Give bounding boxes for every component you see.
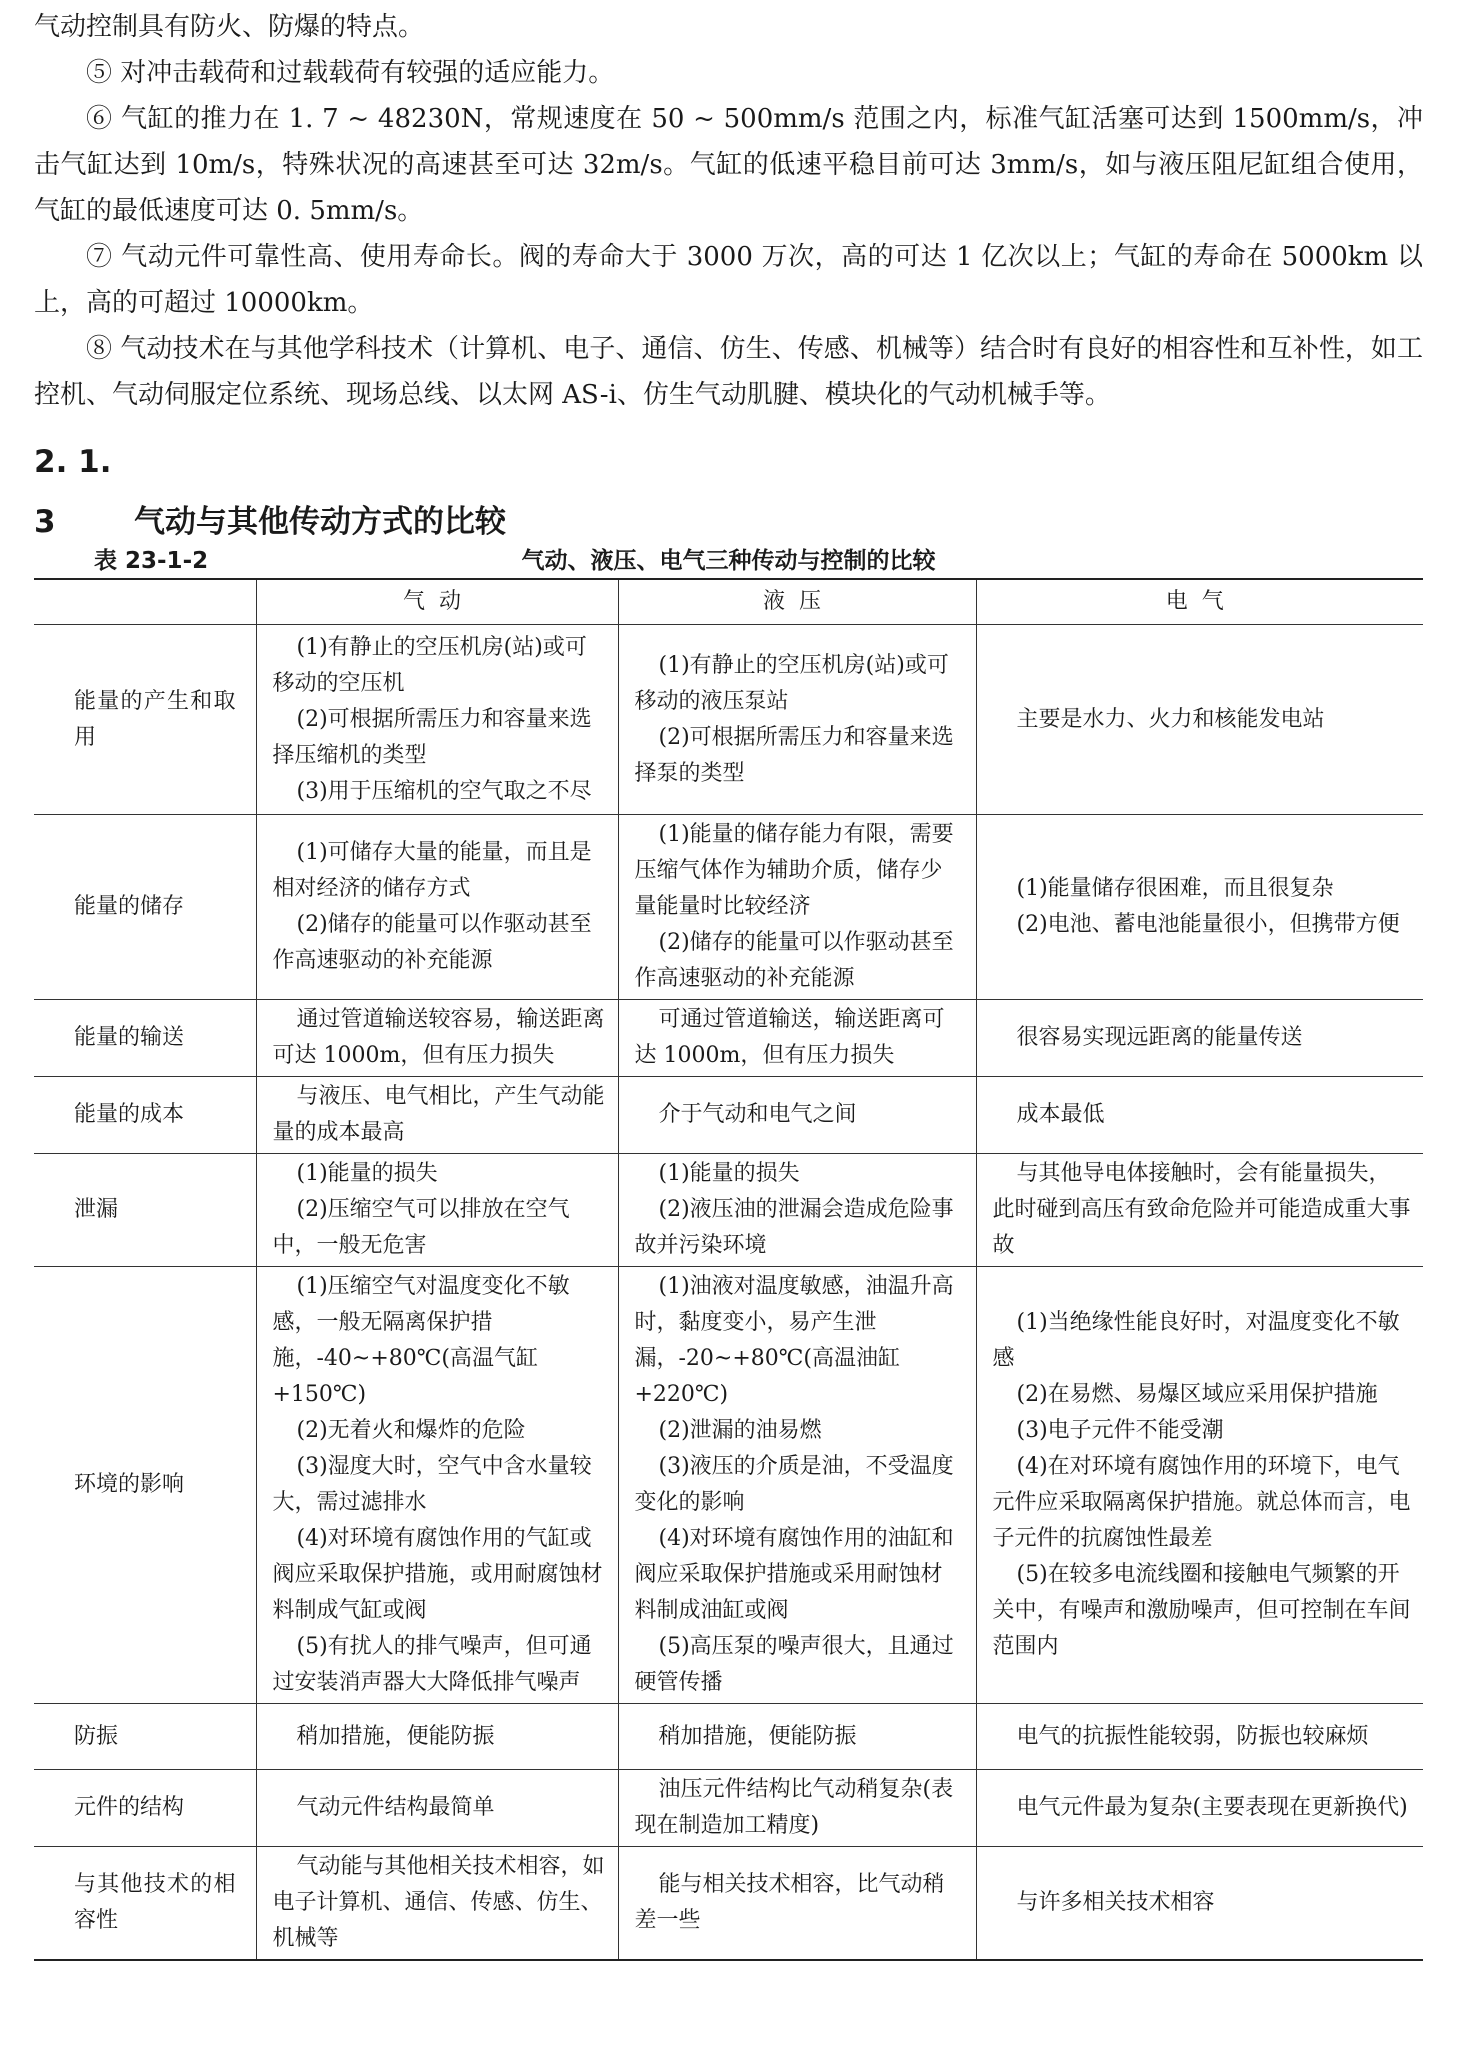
- section-title: 气动与其他传动方式的比较: [134, 504, 506, 540]
- cell-line: (1)能量的储存能力有限，需要压缩气体作为辅助介质，储存少量能量时比较经济: [634, 822, 954, 919]
- row-label: 元件的结构: [34, 1770, 256, 1847]
- cell-line: (1)压缩空气对温度变化不敏感，一般无隔离保护措施，-40~+80℃(高温气缸+150℃): [272, 1274, 570, 1407]
- table-row: [34, 625, 1423, 815]
- cell-line: (2)电池、蓄电池能量很小，但携带方便: [1016, 912, 1400, 937]
- cell-hydraulic: [618, 625, 976, 815]
- cell-electric: [976, 1154, 1423, 1267]
- cell-line: (1)可储存大量的能量，而且是相对经济的储存方式: [272, 840, 592, 901]
- section-heading: [34, 432, 1423, 540]
- cell-electric: [976, 1267, 1423, 1704]
- header-pneumatic: 气动: [256, 579, 618, 625]
- comparison-table: [34, 578, 1423, 1961]
- table-row: [34, 1704, 1423, 1770]
- cell-line: (1)油液对温度敏感，油温升高时，黏度变小，易产生泄漏，-20~+80℃(高温油缸+220℃): [634, 1274, 954, 1407]
- cell-line: 通过管道输送较容易，输送距离可达 1000m，但有压力损失: [272, 1007, 605, 1068]
- cell-hydraulic: [618, 815, 976, 1000]
- row-label: 能量的输送: [34, 1000, 256, 1077]
- cell-line: (2)在易燃、易爆区域应采用保护措施: [1016, 1382, 1378, 1407]
- cell-line: 油压元件结构比气动稍复杂(表现在制造加工精度): [634, 1777, 954, 1838]
- cell-line: (3)用于压缩机的空气取之不尽: [296, 778, 592, 804]
- intro-paragraph: ⑧ 气动技术在与其他学科技术（计算机、电子、通信、仿生、传感、机械等）结合时有良好的相容性和互补性，如工控机、气动伺服定位系统、现场总线、以太网 AS-i、仿生气动肌腱、模块化的气动机械手等。: [34, 334, 1423, 410]
- cell-line: 介于气动和电气之间: [658, 1102, 857, 1127]
- cell-line: (4)对环境有腐蚀作用的气缸或阀应采取保护措施，或用耐腐蚀材料制成气缸或阀: [272, 1526, 603, 1623]
- table-row: [34, 1847, 1423, 1961]
- cell-electric: [976, 1077, 1423, 1154]
- row-label: 环境的影响: [34, 1267, 256, 1704]
- cell-line: (1)有静止的空压机房(站)或可移动的空压机: [272, 634, 587, 696]
- cell-line: (2)无着火和爆炸的危险: [296, 1418, 526, 1443]
- intro-paragraph: ⑤ 对冲击载荷和过载载荷有较强的适应能力。: [86, 58, 615, 88]
- table-body: [34, 625, 1423, 1961]
- cell-line: (5)有扰人的排气噪声，但可通过安装消声器大大降低排气噪声: [272, 1634, 592, 1695]
- table-header-row: [34, 579, 1423, 625]
- cell-line: 能与相关技术相容，比气动稍差一些: [634, 1872, 945, 1933]
- table-title: 气动、液压、电气三种传动与控制的比较: [521, 548, 936, 574]
- cell-pneumatic: [256, 1077, 618, 1154]
- cell-line: 电气的抗振性能较弱，防振也较麻烦: [1016, 1723, 1369, 1749]
- cell-line: (2)储存的能量可以作驱动甚至作高速驱动的补充能源: [634, 930, 954, 991]
- cell-line: (2)储存的能量可以作驱动甚至作高速驱动的补充能源: [272, 912, 592, 973]
- cell-line: (3)液压的介质是油，不受温度变化的影响: [634, 1454, 954, 1515]
- cell-line: (3)电子元件不能受潮: [1016, 1418, 1224, 1443]
- cell-line: (2)可根据所需压力和容量来选择泵的类型: [634, 724, 954, 786]
- cell-electric: [976, 1000, 1423, 1077]
- cell-electric: [976, 625, 1423, 815]
- page: [34, 0, 1423, 1961]
- cell-hydraulic: [618, 1704, 976, 1770]
- intro-paragraph: ⑥ 气缸的推力在 1. 7 ~ 48230N，常规速度在 50 ~ 500mm/s 范围之内，标准气缸活塞可达到 1500mm/s，冲击气缸达到 10m/s，特殊状况的高速甚至可达 32m/s。气缸的低速平稳目前可达 3mm/s，如与液压阻尼缸组合使用，气缸的最低速度可达 0. 5mm/s。: [34, 104, 1423, 226]
- cell-line: 与液压、电气相比，产生气动能量的成本最高: [272, 1084, 605, 1145]
- cell-pneumatic: [256, 1847, 618, 1961]
- cell-electric: [976, 1847, 1423, 1961]
- row-label: 与其他技术的相容性: [34, 1847, 256, 1961]
- row-label: 能量的产生和取用: [34, 625, 256, 815]
- cell-pneumatic: [256, 625, 618, 815]
- table-row: [34, 1267, 1423, 1704]
- section-number: 2. 1. 3: [34, 444, 112, 540]
- header-corner: [34, 579, 256, 625]
- cell-line: (1)能量的损失: [296, 1161, 438, 1186]
- cell-hydraulic: [618, 1000, 976, 1077]
- cell-pneumatic: [256, 1000, 618, 1077]
- cell-line: (4)对环境有腐蚀作用的油缸和阀应采取保护措施或采用耐蚀材料制成油缸或阀: [634, 1526, 954, 1623]
- cell-line: (2)压缩空气可以排放在空气中，一般无危害: [272, 1197, 570, 1258]
- cell-hydraulic: [618, 1770, 976, 1847]
- cell-line: (4)在对环境有腐蚀作用的环境下，电气元件应采取隔离保护措施。就总体而言，电子元件的抗腐蚀性最差: [992, 1454, 1411, 1551]
- cell-line: (2)液压油的泄漏会造成危险事故并污染环境: [634, 1197, 954, 1258]
- cell-line: (2)可根据所需压力和容量来选择压缩机的类型: [272, 706, 592, 768]
- cell-pneumatic: [256, 1770, 618, 1847]
- intro-paragraph-continuation: 气动控制具有防火、防爆的特点。: [34, 12, 425, 42]
- cell-line: 成本最低: [1016, 1102, 1105, 1127]
- cell-line: (5)高压泵的噪声很大，且通过硬管传播: [634, 1634, 954, 1695]
- cell-line: 气动能与其他相关技术相容，如电子计算机、通信、传感、仿生、机械等: [272, 1854, 605, 1951]
- cell-hydraulic: [618, 1154, 976, 1267]
- header-hydraulic: 液压: [618, 579, 976, 625]
- cell-line: (1)能量的损失: [658, 1161, 800, 1186]
- cell-line: 与许多相关技术相容: [1016, 1890, 1215, 1915]
- cell-line: 可通过管道输送，输送距离可达 1000m，但有压力损失: [634, 1007, 945, 1068]
- cell-line: 稍加措施，便能防振: [658, 1723, 857, 1749]
- cell-hydraulic: [618, 1077, 976, 1154]
- table-row: [34, 1077, 1423, 1154]
- intro-paragraph: ⑦ 气动元件可靠性高、使用寿命长。阀的寿命大于 3000 万次，高的可达 1 亿次以上；气缸的寿命在 5000km 以上，高的可超过 10000km。: [34, 242, 1423, 318]
- cell-line: (3)湿度大时，空气中含水量较大，需过滤排水: [272, 1454, 592, 1515]
- row-label: 能量的储存: [34, 815, 256, 1000]
- cell-line: (1)当绝缘性能良好时，对温度变化不敏感: [992, 1310, 1400, 1371]
- cell-pneumatic: [256, 1267, 618, 1704]
- cell-hydraulic: [618, 1847, 976, 1961]
- table-row: [34, 1000, 1423, 1077]
- table-caption: [34, 534, 1423, 578]
- cell-line: 主要是水力、火力和核能发电站: [1016, 706, 1325, 732]
- cell-line: 很容易实现远距离的能量传送: [1016, 1025, 1303, 1050]
- row-label: 能量的成本: [34, 1077, 256, 1154]
- cell-electric: [976, 1704, 1423, 1770]
- cell-line: (1)有静止的空压机房(站)或可移动的液压泵站: [634, 652, 949, 714]
- cell-line: 电气元件最为复杂(主要表现在更新换代): [1016, 1795, 1408, 1820]
- cell-line: 与其他导电体接触时，会有能量损失，此时碰到高压有致命危险并可能造成重大事故: [992, 1161, 1411, 1258]
- cell-line: 稍加措施，便能防振: [296, 1723, 495, 1749]
- cell-pneumatic: [256, 1704, 618, 1770]
- cell-line: (5)在较多电流线圈和接触电气频繁的开关中，有噪声和激励噪声，但可控制在车间范围内: [992, 1562, 1411, 1659]
- cell-electric: [976, 1770, 1423, 1847]
- cell-electric: [976, 815, 1423, 1000]
- table-number: 表 23-1-2: [94, 548, 209, 574]
- row-label: 防振: [34, 1704, 256, 1770]
- cell-line: (2)泄漏的油易燃: [658, 1418, 822, 1443]
- cell-pneumatic: [256, 1154, 618, 1267]
- header-electric: 电气: [976, 579, 1423, 625]
- cell-line: 气动元件结构最简单: [296, 1795, 495, 1820]
- cell-line: (1)能量储存很困难，而且很复杂: [1016, 876, 1334, 901]
- table-row: [34, 815, 1423, 1000]
- cell-pneumatic: [256, 815, 618, 1000]
- table-row: [34, 1770, 1423, 1847]
- table-row: [34, 1154, 1423, 1267]
- row-label: 泄漏: [34, 1154, 256, 1267]
- cell-hydraulic: [618, 1267, 976, 1704]
